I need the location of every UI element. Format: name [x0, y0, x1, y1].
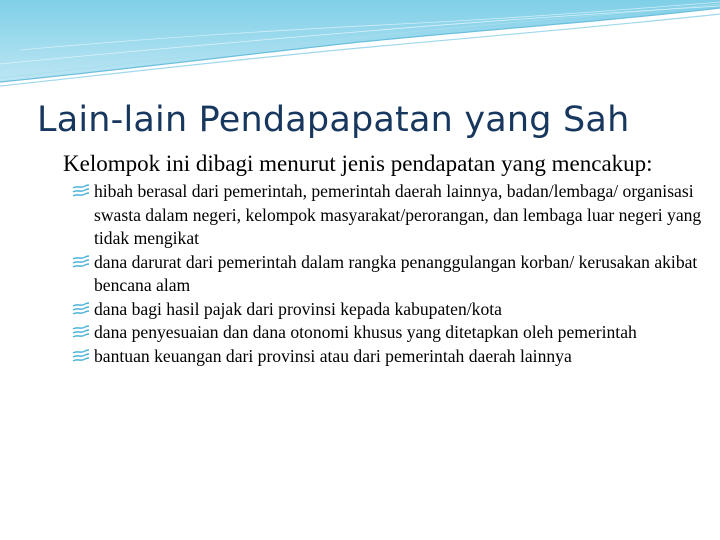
- list-item: [63, 298, 703, 322]
- list-item: [63, 180, 703, 251]
- list-item-text: dana darurat dari pemerintah dalam rangka penanggulangan korban/ kerusakan akibat bencana alam: [94, 251, 698, 295]
- wavy-lines-bullet-icon: [72, 255, 90, 269]
- wavy-lines-bullet-icon: [72, 184, 90, 198]
- bullet-list: [63, 180, 703, 368]
- list-item-text: hibah berasal dari pemerintah, pemerintah daerah lainnya, badan/lembaga/ organisasi swasta dalam negeri, kelompok masyarakat/perorangan, dan lembaga luar negeri yang tidak mengikat: [94, 181, 702, 248]
- intro-text: Kelompok ini dibagi menurut jenis pendapatan yang mencakup:: [63, 151, 653, 176]
- wavy-lines-bullet-icon: [72, 325, 90, 339]
- header-wave-decoration: [0, 0, 720, 90]
- list-item: [63, 251, 703, 298]
- list-item: [63, 345, 703, 369]
- list-item: [63, 321, 703, 345]
- list-item-text: bantuan keuangan dari provinsi atau dari pemerintah daerah lainnya: [94, 345, 572, 366]
- slide-content: [63, 150, 703, 368]
- wavy-lines-bullet-icon: [72, 302, 90, 316]
- list-item-text: dana bagi hasil pajak dari provinsi kepada kabupaten/kota: [94, 298, 502, 319]
- list-item-text: dana penyesuaian dan dana otonomi khusus yang ditetapkan oleh pemerintah: [94, 322, 637, 342]
- wavy-lines-bullet-icon: [72, 349, 90, 363]
- slide-title: Lain-lain Pendapapatan yang Sah: [37, 100, 630, 140]
